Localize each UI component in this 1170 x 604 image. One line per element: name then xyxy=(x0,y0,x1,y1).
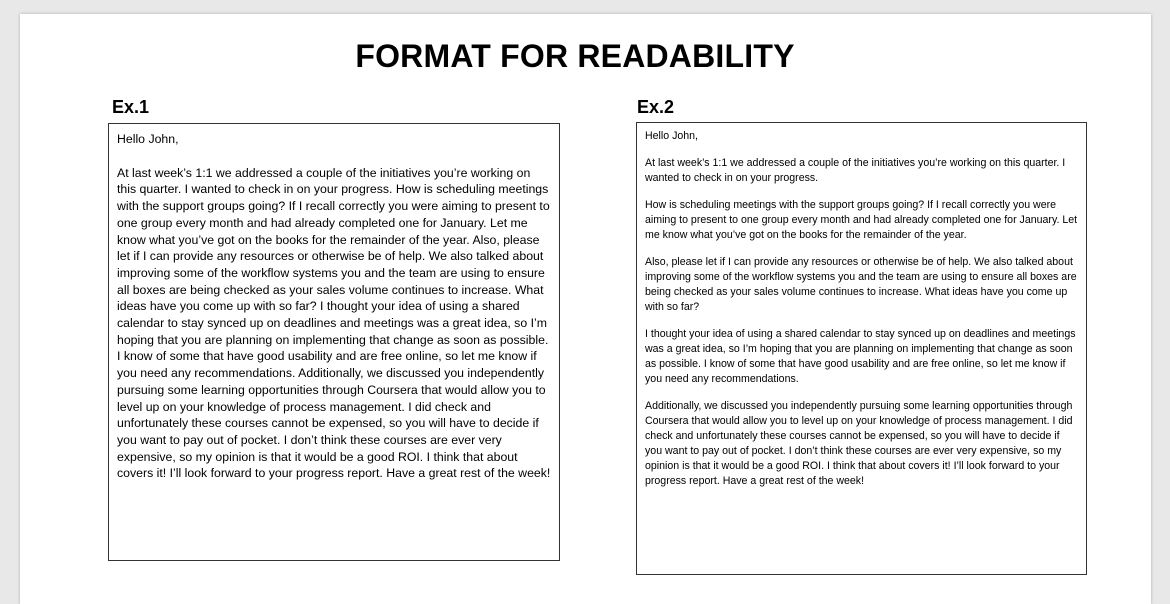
example-2-greeting: Hello John, xyxy=(645,130,698,142)
page-title: FORMAT FOR READABILITY xyxy=(355,38,795,74)
example-2-label: Ex.2 xyxy=(637,97,675,117)
example-2-paragraph: I thought your idea of using a shared calendar to stay synced up on deadlines and meetings was a great idea, so I’m hoping that you are planning on implementing that change as soon as possible. I know of some that have good usability and are free online, so let me know if you need any recommendations. xyxy=(645,328,1076,385)
example-2-paragraph: How is scheduling meetings with the support groups going? If I recall correctly you were aiming to present to one group every month and had already completed one for January. Let me know what you’ve got on the books for the remainder of the year. xyxy=(645,199,1078,241)
example-2-paragraph: Additionally, we discussed you independently pursuing some learning opportunities through Coursera that would allow you to level up on your knowledge of process management. I did check and unfortunately these courses cannot be expensed, so you will have to decide if you want to pay out of pocket. I don’t think these courses are ever very expensive, so my opinion is that it would be a good ROI. I think that about covers it! I’ll look forward to your progress report. Have a great rest of the week! xyxy=(645,400,1073,487)
example-1-greeting: Hello John, xyxy=(117,132,179,146)
example-2-textbox xyxy=(636,122,1087,575)
example-2-paragraph: Also, please let if I can provide any resources or otherwise be of help. We also talked about improving some of the workflow systems you and the team are using to ensure all boxes are being checked as your sales volume continues to increase. What ideas have you come up with so far? xyxy=(645,256,1077,313)
example-1-label: Ex.1 xyxy=(112,97,150,117)
example-1-textbox xyxy=(108,123,560,561)
document-page xyxy=(20,14,1151,604)
example-2-paragraph: At last week’s 1:1 we addressed a couple of the initiatives you’re working on this quarter. I wanted to check in on your progress. xyxy=(645,157,1066,184)
example-1-body: At last week’s 1:1 we addressed a couple of the initiatives you’re working on this quarter. I wanted to check in on your progress. How is scheduling meetings with the support groups going? If I recall correctly you were aiming to present to one group every month and had already completed one for January. Let me know what you’ve got on the books for the remainder of the year. Also, please let if I can provide any resources or otherwise be of help. We also talked about improving some of the workflow systems you and the team are using to ensure all boxes are being checked as your sales volume continues to increase. What ideas have you come up with so far? I thought your idea of using a shared calendar to stay synced up on deadlines and meetings was a great idea, so I’m hoping that you are planning on implementing that change as soon as possible. I know of some that have good usability and are free online, so let me know if you need any recommendations. Additionally, we discussed you independently pursuing some learning opportunities through Coursera that would allow you to level up on your knowledge of process management. I did check and unfortunately these courses cannot be expensed, so you will have to decide if you want to pay out of pocket. I don’t think these courses are ever very expensive, so my opinion is that it would be a good ROI. I think that about covers it! I’ll look forward to your progress report. Have a great rest of the week! xyxy=(117,165,551,481)
